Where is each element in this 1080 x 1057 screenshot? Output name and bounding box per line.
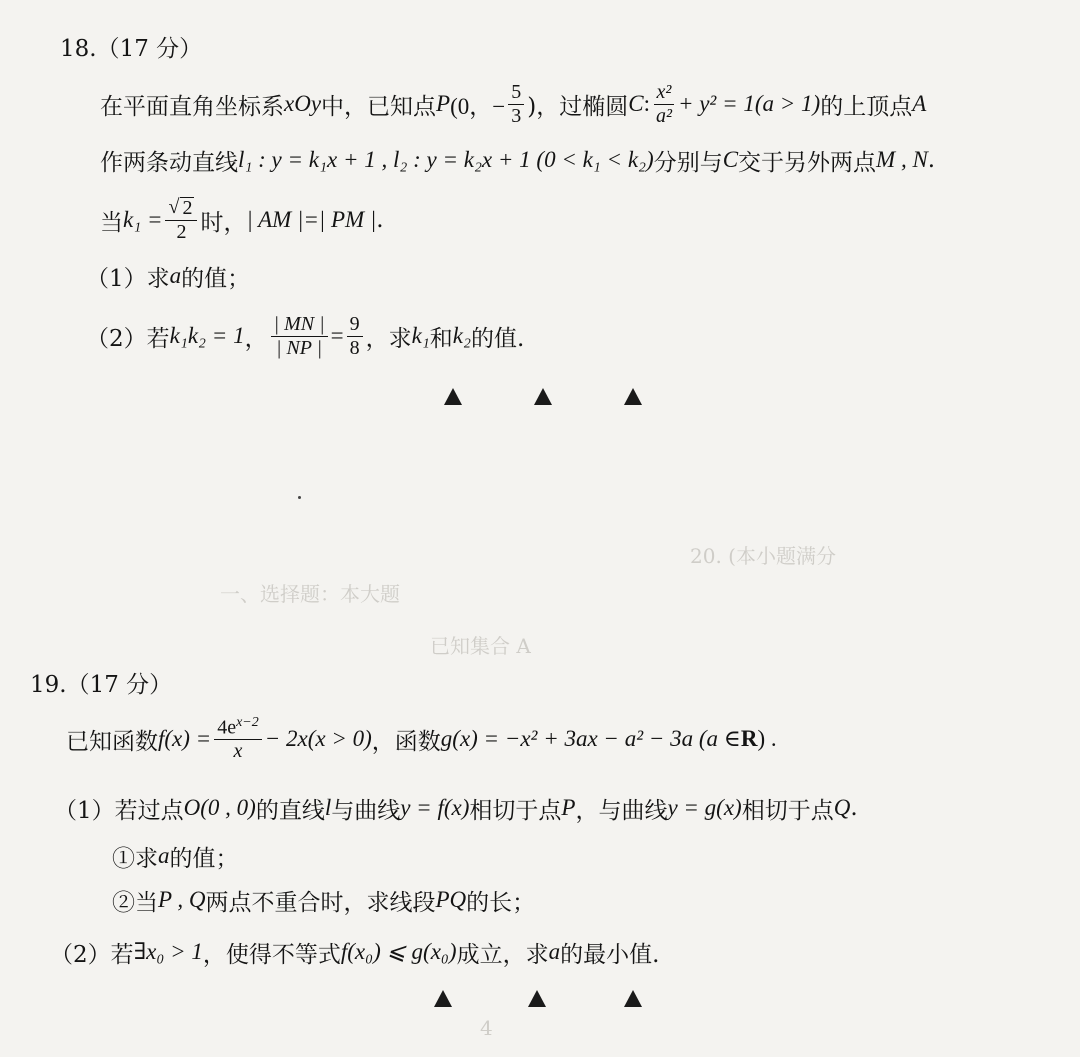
text: 时， (200, 209, 247, 236)
text: ，求 (365, 325, 412, 352)
math: C (628, 91, 644, 116)
text: 两点不重合时，求线段 (205, 889, 436, 916)
text: 分别与 (653, 149, 723, 176)
denominator: 3 (511, 104, 522, 127)
numerator: 9 (347, 314, 363, 337)
sqrt-sign: √ (168, 196, 180, 218)
math: f(x) = (158, 726, 212, 751)
triangle-icon (624, 990, 642, 1007)
problem-19-line-3 (112, 836, 239, 876)
math: P (561, 795, 576, 820)
math: C (722, 147, 739, 172)
text: 相切于点 (469, 797, 562, 824)
problem-18-line-2 (100, 140, 935, 180)
text: ，函数 (371, 728, 441, 755)
math: a (169, 263, 182, 288)
math: k₁ = (123, 207, 163, 232)
math: R (740, 726, 758, 751)
math: k₁k₂ = 1 (169, 323, 245, 348)
problem-18-line-3 (100, 190, 384, 250)
text: 已知函数 (66, 728, 158, 755)
math: A (912, 91, 927, 116)
fraction (165, 197, 197, 243)
problem-18-sub-2 (86, 306, 524, 366)
fraction (271, 314, 328, 359)
sqrt (168, 197, 194, 219)
text: . (850, 795, 858, 821)
text: ， (244, 325, 268, 352)
numerator: 5 (508, 82, 524, 105)
problem-number-text: 19. (30, 672, 67, 698)
math: g(x) = −x² + 3ax − a² − 3a (a ∈ (440, 726, 741, 751)
math: k₂ (452, 323, 471, 348)
problem-19-line-2 (54, 788, 858, 828)
triangle-icon (444, 388, 462, 405)
math: a (158, 843, 170, 868)
text: 交于另外两点 (738, 149, 877, 176)
numerator (214, 716, 262, 741)
text: . (927, 147, 936, 173)
end-markers (0, 990, 1080, 1014)
text: ，使得不等式 (202, 941, 341, 968)
math: a (548, 939, 561, 964)
math: − 2x(x > 0) (264, 726, 372, 751)
math: ∃x₀ > 1 (133, 939, 203, 964)
exponent: x−2 (236, 714, 259, 730)
text: 中，已知点 (321, 93, 437, 120)
math: f(x₀) ⩽ g(x₀) (340, 939, 457, 964)
end-markers (0, 388, 1080, 412)
denominator: 8 (349, 336, 360, 359)
problem-19-line-5 (50, 932, 659, 972)
math: P (436, 91, 451, 116)
denominator: x (233, 740, 243, 763)
math: y = g(x) (667, 795, 742, 820)
math: l (324, 795, 332, 820)
math: y = f(x) (400, 795, 470, 820)
math: k₁ (411, 323, 430, 348)
text: 的值； (169, 845, 239, 872)
math: Q (833, 795, 851, 820)
problem-18-line-1 (100, 74, 926, 134)
text: 的直线 (255, 797, 325, 824)
math: PQ (435, 887, 467, 912)
fraction (347, 314, 363, 359)
fraction (653, 82, 675, 127)
math: : (643, 91, 650, 116)
triangle-icon (534, 388, 552, 405)
bleed-text: 已知集合 A (430, 634, 531, 658)
text: （1）求 (86, 265, 170, 292)
triangle-icon (434, 990, 452, 1007)
text: ，与曲线 (575, 797, 668, 824)
problem-18-sub-1 (86, 258, 250, 294)
math: M , N (876, 147, 928, 172)
fraction (508, 82, 524, 127)
problem-score: （17 分） (66, 672, 173, 698)
text: 成立，求 (456, 941, 549, 968)
numerator: | MN | (271, 314, 328, 337)
fraction (214, 716, 262, 763)
problem-number-text: 18. (60, 36, 97, 62)
triangle-icon (624, 388, 642, 405)
text: （2）若 (50, 941, 134, 968)
text: 的值； (181, 265, 251, 292)
denominator: | NP | (275, 336, 323, 359)
speck (298, 496, 301, 499)
triangle-icon (528, 990, 546, 1007)
problem-number (30, 666, 172, 699)
math: (0，− (450, 93, 506, 119)
denominator: a² (655, 104, 672, 127)
math: = (330, 323, 344, 348)
math: + y² = 1(a > 1) (677, 91, 821, 116)
text: ①求 (112, 845, 158, 872)
text: ②当 (112, 889, 158, 916)
math: l₁ : y = k₁x + 1 , l₂ : y = k₂x + 1 (0 < k₁ < k₂) (238, 147, 654, 172)
radicand: 2 (182, 197, 193, 219)
bleed-text: 一、选择题：本大题 (220, 582, 400, 606)
text: 的上顶点 (820, 93, 913, 120)
math: | AM |=| PM | (246, 207, 377, 232)
text: （1）若过点 (54, 797, 184, 824)
text: . (376, 207, 384, 233)
text: 在平面直角坐标系 (100, 93, 284, 120)
denominator: 2 (176, 221, 187, 243)
text: 和 (429, 325, 453, 352)
text: 作两条动直线 (100, 149, 238, 176)
text: )，过椭圆 (527, 93, 629, 120)
text: 的值. (471, 325, 525, 352)
math: P , Q (158, 887, 206, 912)
numerator-base: 4e (217, 716, 237, 739)
problem-19-line-4 (112, 880, 535, 920)
text: 的最小值. (560, 941, 660, 968)
text: （2）若 (86, 325, 170, 352)
text: 相切于点 (741, 797, 834, 824)
bleed-text: 20. (本小题满分 (690, 544, 836, 568)
math: ) . (757, 726, 777, 751)
math: O(0 , 0) (183, 795, 256, 820)
numerator (165, 197, 197, 221)
text: 与曲线 (331, 797, 401, 824)
text: 的长； (466, 889, 536, 916)
numerator: x² (654, 82, 675, 105)
problem-19-line-1 (66, 704, 777, 774)
math: xOy (284, 91, 322, 116)
problem-score: （17 分） (96, 36, 203, 62)
text: 当 (100, 209, 123, 236)
problem-number (60, 30, 202, 63)
bleed-text: 4 (480, 1016, 493, 1040)
